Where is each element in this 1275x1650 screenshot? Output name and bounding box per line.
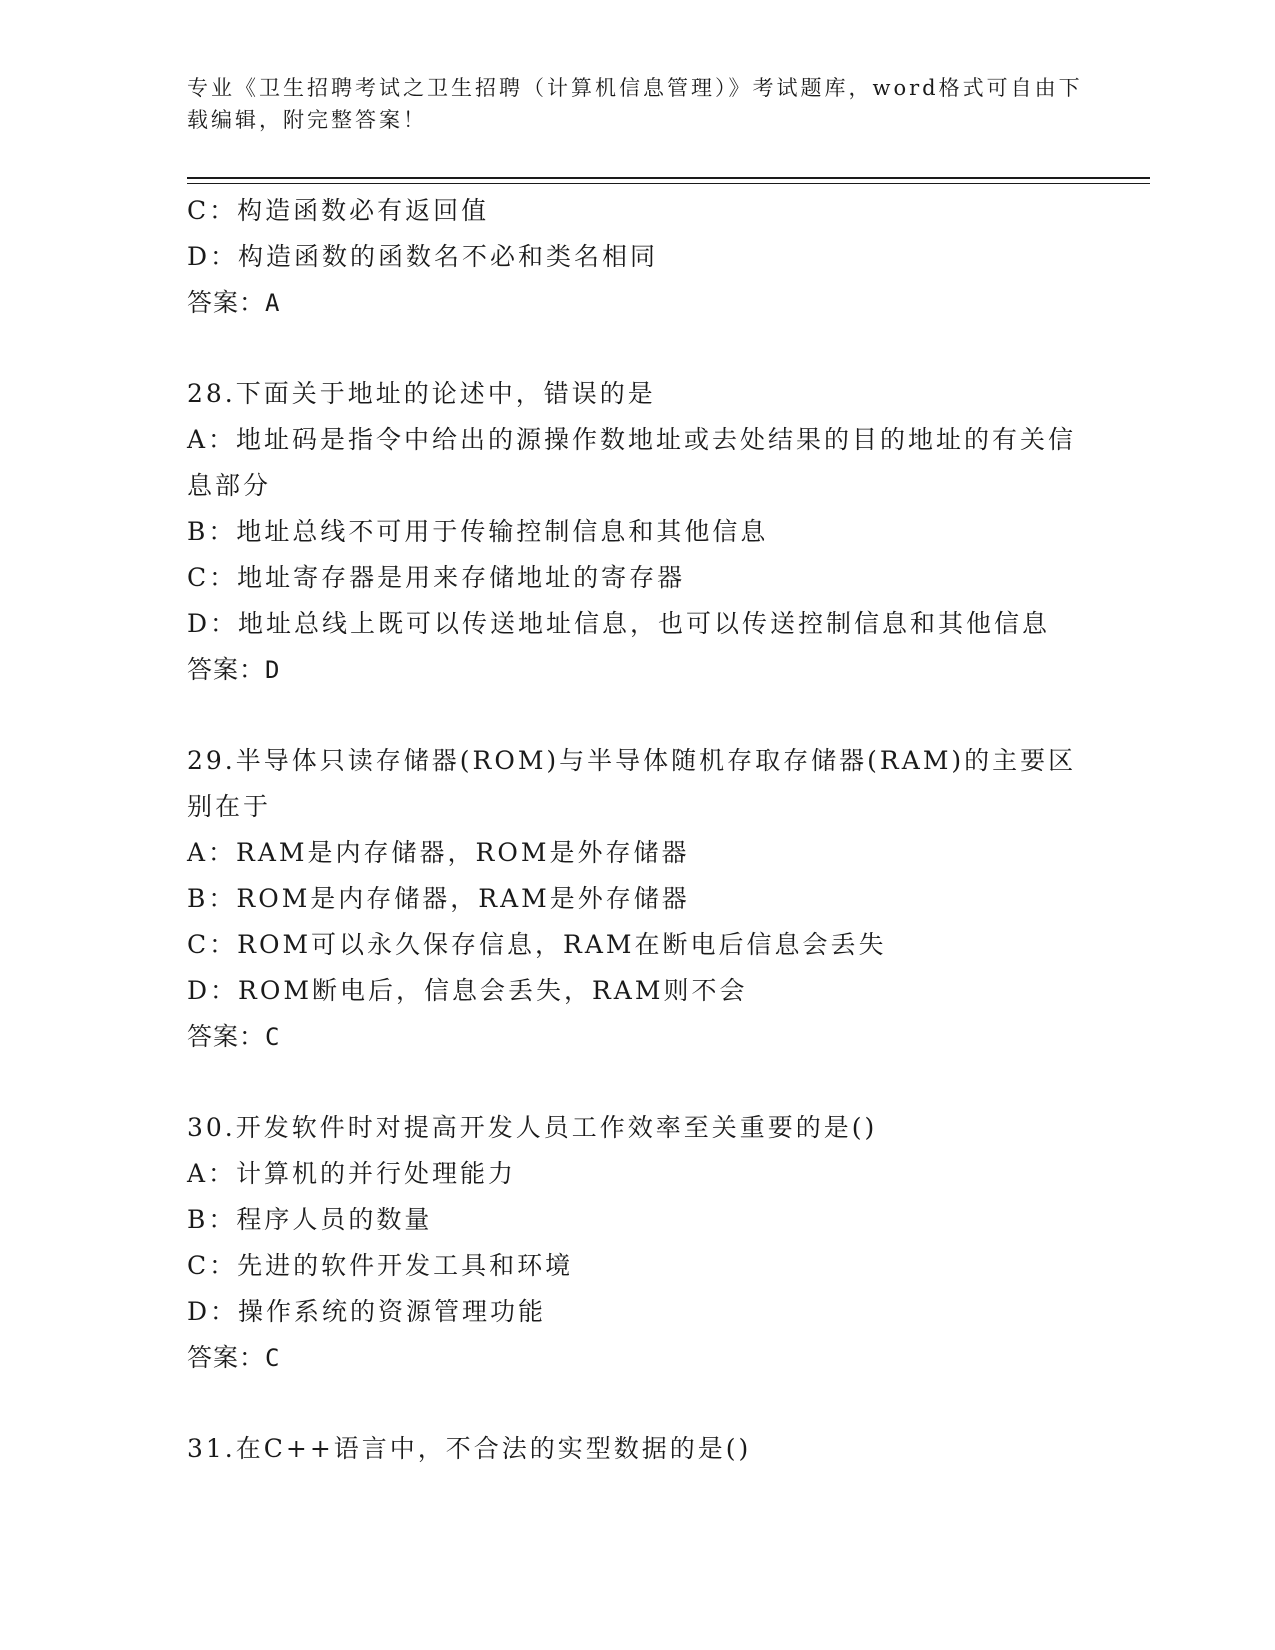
option-c: C：地址寄存器是用来存储地址的寄存器 xyxy=(187,563,686,592)
option-d: D：地址总线上既可以传送地址信息，也可以传送控制信息和其他信息 xyxy=(187,609,1051,638)
spacer xyxy=(187,1381,1087,1426)
spacer xyxy=(187,693,1087,738)
answer-label: 答案： xyxy=(187,1022,266,1051)
answer-label: 答案： xyxy=(187,1343,266,1372)
question-stem: 30.开发软件时对提高开发人员工作效率至关重要的是() xyxy=(187,1113,878,1142)
answer-line xyxy=(187,647,1087,693)
document-header: 专业《卫生招聘考试之卫生招聘（计算机信息管理）》考试题库，word格式可自由下载编辑，附完整答案！ xyxy=(187,76,1083,132)
answer-value: C xyxy=(265,1344,283,1372)
answer-line xyxy=(187,280,1087,326)
answer-value: A xyxy=(265,289,283,317)
answer-value: D xyxy=(265,656,283,684)
option-b: B：ROM是内存储器，RAM是外存储器 xyxy=(187,884,690,913)
answer-line xyxy=(187,1014,1087,1060)
option-b: B：程序人员的数量 xyxy=(187,1205,433,1234)
option-c: C：构造函数必有返回值 xyxy=(187,196,490,225)
option-b: B：地址总线不可用于传输控制信息和其他信息 xyxy=(187,517,769,546)
option-a: A：RAM是内存储器，ROM是外存储器 xyxy=(187,838,690,867)
spacer xyxy=(187,326,1087,371)
question-stem: 31.在C++语言中，不合法的实型数据的是() xyxy=(187,1434,752,1463)
answer-value: C xyxy=(265,1023,283,1051)
option-c: C：ROM可以永久保存信息，RAM在断电后信息会丢失 xyxy=(187,930,887,959)
option-a: A：计算机的并行处理能力 xyxy=(187,1159,517,1188)
option-d: D：ROM断电后，信息会丢失，RAM则不会 xyxy=(187,976,748,1005)
continued-question xyxy=(187,188,1087,326)
question-28 xyxy=(187,371,1087,693)
header-divider xyxy=(187,177,1150,184)
option-c: C：先进的软件开发工具和环境 xyxy=(187,1251,574,1280)
answer-label: 答案： xyxy=(187,655,266,684)
question-stem: 28.下面关于地址的论述中，错误的是 xyxy=(187,379,656,408)
question-31 xyxy=(187,1426,1087,1472)
spacer xyxy=(187,1060,1087,1105)
answer-label: 答案： xyxy=(187,288,266,317)
question-29 xyxy=(187,738,1087,1060)
option-d: D：构造函数的函数名不必和类名相同 xyxy=(187,242,659,271)
question-content xyxy=(187,188,1087,1472)
option-d: D：操作系统的资源管理功能 xyxy=(187,1297,547,1326)
question-stem: 29.半导体只读存储器(ROM)与半导体随机存取存储器(RAM)的主要区别在于 xyxy=(187,746,1077,821)
question-30 xyxy=(187,1105,1087,1381)
answer-line xyxy=(187,1335,1087,1381)
option-a: A：地址码是指令中给出的源操作数地址或去处结果的目的地址的有关信息部分 xyxy=(187,425,1077,500)
